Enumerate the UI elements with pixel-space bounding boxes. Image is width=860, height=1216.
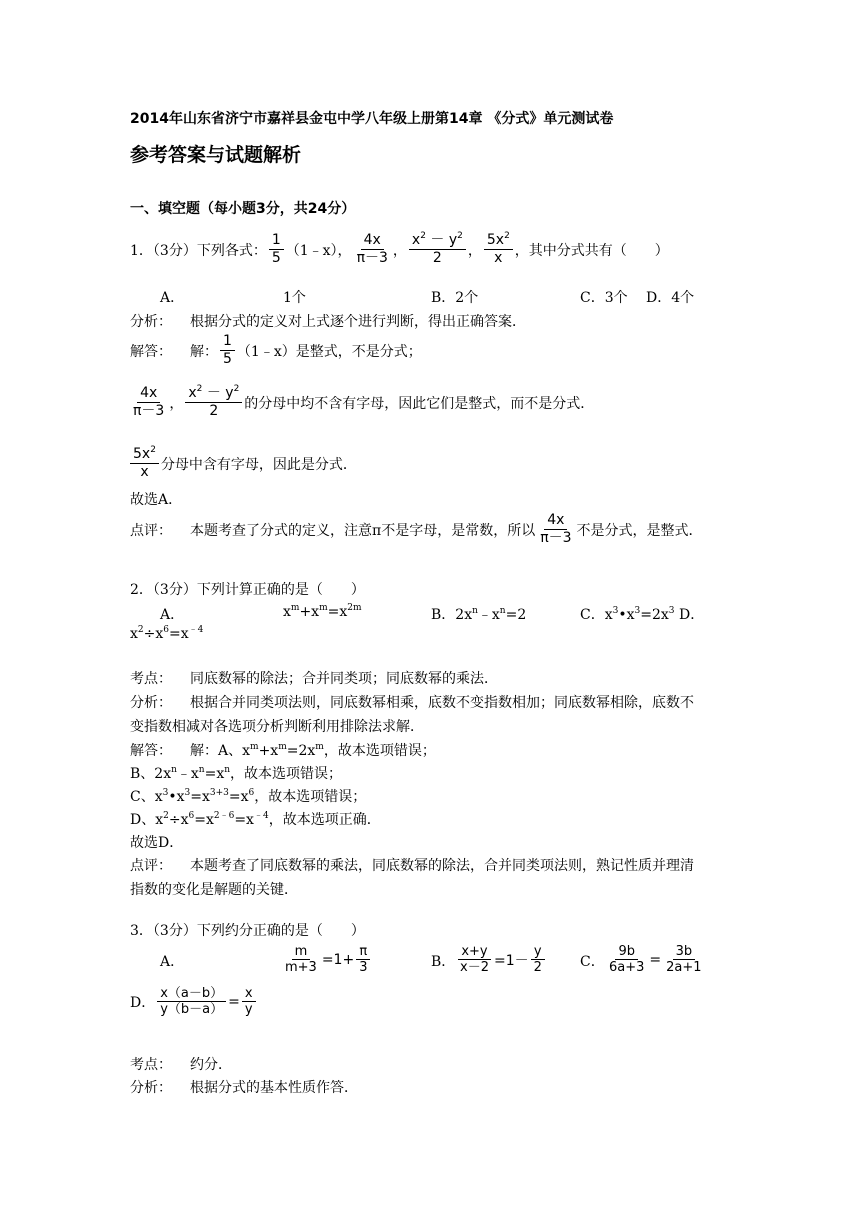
q1-fraction-3 bbox=[409, 232, 466, 267]
q2-choice: 故选D． bbox=[130, 835, 184, 851]
exponent: 3 bbox=[612, 606, 619, 616]
q2-analysis-1: 根据合并同类项法则，同底数幂相乘，底数不变指数相加；同底数幂相除，底数不 bbox=[190, 695, 694, 711]
q2-answer-b bbox=[130, 763, 342, 783]
q2-comment-1: 本题考查了同底数幂的乘法，同底数幂的除法，合并同类项法则，熟记性质并理清 bbox=[190, 858, 694, 874]
exponent: 2﹣6 bbox=[213, 811, 235, 821]
term: •x bbox=[168, 789, 185, 805]
exponent: n bbox=[224, 765, 231, 775]
term: =x bbox=[194, 812, 214, 828]
q1-choice: 故选A． bbox=[130, 492, 183, 508]
term: =2 bbox=[505, 607, 527, 623]
q3-option-d-fraction-2 bbox=[242, 986, 256, 1017]
term: +x bbox=[299, 604, 320, 620]
term: － y bbox=[425, 232, 458, 248]
term: =x bbox=[169, 626, 189, 642]
q1-stem: 1．（3分）下列各式： $\frac{1}{5}$ （1﹣x）， $\frac{4x}{\pi-3}$ ， $\frac{x^2 - y^2}{2}$ ， $\frac{5x^2}{x}$ ，其中分式共有（ ） bbox=[130, 231, 669, 266]
exponent: ﹣4 bbox=[253, 811, 269, 821]
q1-stem-suffix: ，其中分式共有（ ） bbox=[514, 242, 669, 259]
numerator: 4x bbox=[361, 232, 384, 250]
q3-option-b bbox=[455, 944, 547, 975]
term: =2x bbox=[640, 607, 669, 623]
q3-option-d bbox=[130, 986, 258, 1017]
denominator: m+3 bbox=[285, 960, 317, 975]
q1-comment-label: 点评： bbox=[130, 522, 172, 539]
q3-option-c-fraction-2 bbox=[663, 944, 704, 975]
q3-option-b-fraction-2 bbox=[531, 944, 545, 975]
q1-answer-fraction-3 bbox=[185, 385, 242, 420]
q3-analysis-label: 分析： bbox=[130, 1080, 172, 1096]
q3-option-c-fraction bbox=[606, 944, 647, 975]
exponent: 2 bbox=[163, 811, 169, 821]
denominator: 2 bbox=[209, 403, 219, 419]
q3-point-label: 考点： bbox=[130, 1057, 172, 1073]
q1-option-a-label: A． bbox=[160, 290, 185, 306]
term: x bbox=[130, 626, 138, 642]
exponent: m bbox=[315, 742, 324, 752]
q2-comment-label: 点评： bbox=[130, 858, 172, 874]
q3-option-a-equals: =1+ bbox=[321, 951, 355, 968]
numerator: 4x bbox=[544, 512, 567, 530]
q1-fraction-4 bbox=[484, 232, 513, 267]
exponent: m bbox=[278, 742, 287, 752]
q1-answer-line3-tail: 分母中含有字母，因此是分式． bbox=[160, 456, 357, 473]
term: x bbox=[283, 604, 291, 620]
exponent: 2 bbox=[150, 445, 156, 455]
numerator bbox=[130, 446, 159, 464]
numerator: 9b bbox=[615, 944, 638, 960]
numerator: 3b bbox=[673, 944, 696, 960]
q1-option-d: D．4个 bbox=[646, 290, 695, 306]
q1-answer-tail: （1﹣x）是整式，不是分式； bbox=[236, 343, 422, 360]
denominator: π－3 bbox=[540, 530, 572, 546]
numerator: x bbox=[242, 986, 256, 1002]
base: 5x bbox=[133, 446, 151, 462]
denominator: y bbox=[244, 1002, 253, 1017]
denominator: 3 bbox=[359, 960, 368, 975]
term: •x bbox=[618, 607, 635, 623]
q3-stem: 3．（3分）下列约分正确的是（ ） bbox=[130, 923, 365, 939]
q1-answer-fraction-4 bbox=[130, 446, 159, 481]
q2-answer-c bbox=[130, 786, 366, 806]
exponent: 2 bbox=[457, 231, 463, 241]
numerator bbox=[409, 232, 466, 250]
numerator: π bbox=[356, 944, 370, 960]
denominator: y（b－a） bbox=[160, 1002, 224, 1017]
exponent: n bbox=[171, 765, 177, 775]
q2-option-d bbox=[130, 626, 203, 642]
q1-comment bbox=[130, 512, 703, 547]
q1-fraction-2 bbox=[354, 232, 391, 267]
q1-analysis-label: 分析： bbox=[130, 314, 172, 330]
q2-analysis-2: 变指数相减对各选项分析判断利用排除法求解． bbox=[130, 719, 424, 735]
q1-comment-tail: 不是分式，是整式． bbox=[576, 522, 703, 539]
q1-option-a: 1个 bbox=[283, 290, 306, 306]
exponent: 2 bbox=[196, 384, 203, 394]
exponent: 3 bbox=[634, 606, 641, 616]
q3-option-a-fraction-2 bbox=[356, 944, 370, 975]
q1-answer-line3 bbox=[130, 446, 357, 481]
denominator: 2 bbox=[432, 250, 442, 266]
exponent: 2 bbox=[137, 625, 144, 635]
exponent: 2 bbox=[233, 384, 240, 394]
denominator: x－2 bbox=[460, 960, 489, 975]
numerator: m bbox=[292, 944, 311, 960]
q2-point: 同底数幂的除法；合并同类项；同底数幂的乘法． bbox=[190, 671, 498, 687]
q1-answer-line1 bbox=[130, 333, 422, 368]
numerator bbox=[185, 385, 242, 403]
q2-option-d-label: D． bbox=[674, 607, 705, 623]
q1-stem-prefix: 1．（3分）下列各式： bbox=[130, 242, 267, 259]
term: 解：A、x bbox=[190, 743, 251, 759]
exponent: 6 bbox=[163, 625, 170, 635]
exponent: 3 bbox=[184, 788, 191, 798]
q1-answer-prefix: 解： bbox=[190, 343, 218, 360]
numerator: 1 bbox=[269, 232, 284, 250]
term: C、x bbox=[130, 789, 163, 805]
base: x bbox=[411, 232, 421, 248]
numerator: y bbox=[531, 944, 545, 960]
base: 5x bbox=[486, 232, 505, 248]
q3-option-c bbox=[604, 944, 707, 975]
term: =x bbox=[234, 812, 254, 828]
q3-option-a-fraction bbox=[282, 944, 320, 975]
q1-answer-fraction bbox=[220, 333, 235, 368]
exponent: 6 bbox=[188, 811, 195, 821]
exponent: ﹣4 bbox=[188, 625, 204, 635]
q3-option-d-fraction bbox=[157, 986, 226, 1017]
numerator: x（a－b） bbox=[157, 986, 226, 1002]
denominator: π－3 bbox=[133, 403, 165, 419]
q2-point-label: 考点： bbox=[130, 671, 172, 687]
term: C．x bbox=[580, 607, 613, 623]
q2-answer-d bbox=[130, 809, 381, 829]
q1-comment-text: 本题考查了分式的定义，注意π不是字母，是常数，所以 bbox=[190, 522, 536, 539]
exponent: 6 bbox=[248, 788, 255, 798]
q3-option-c-label: C． bbox=[580, 954, 605, 970]
q3-option-d-equals: = bbox=[228, 993, 240, 1010]
q3-option-b-label: B． bbox=[431, 954, 456, 970]
exponent: m bbox=[250, 742, 259, 752]
term: ﹣x bbox=[176, 766, 199, 782]
term: ，故本选项正确． bbox=[268, 812, 381, 828]
q2-analysis-label: 分析： bbox=[130, 695, 172, 711]
q3-option-a-label: A． bbox=[160, 954, 185, 970]
q2-option-a bbox=[283, 604, 362, 620]
term: B．2x bbox=[431, 607, 473, 623]
term: =2x bbox=[286, 743, 316, 759]
q3-option-b-equals: =1－ bbox=[493, 952, 529, 969]
denominator: x bbox=[140, 464, 149, 480]
q1-answer-line2: $\frac{4x}{\pi-3}$ ， $\frac{x^2 - y^2}{2}$ 的分母中均不含有字母，因此它们是整式，而不是分式． bbox=[130, 385, 594, 420]
q2-option-c bbox=[580, 604, 704, 624]
q3-point: 约分． bbox=[190, 1057, 232, 1073]
q2-option-a-label: A． bbox=[160, 607, 185, 623]
q1-answer-fraction-2 bbox=[130, 385, 167, 420]
term: ÷x bbox=[143, 626, 164, 642]
q1-analysis: 根据分式的定义对上式逐个进行判断，得出正确答案． bbox=[190, 314, 526, 330]
term: =x bbox=[190, 789, 210, 805]
term: =x bbox=[228, 789, 249, 805]
q1-answer-line2-tail: 的分母中均不含有字母，因此它们是整式，而不是分式． bbox=[244, 395, 595, 412]
q1-option-b: B．2个 bbox=[431, 290, 479, 306]
term: ，故本选项错误； bbox=[230, 766, 343, 782]
denominator: 2 bbox=[533, 960, 542, 975]
denominator: 2a+1 bbox=[666, 960, 702, 975]
q1-comment-fraction bbox=[537, 512, 574, 547]
term: B、2x bbox=[130, 766, 172, 782]
exponent: n bbox=[499, 606, 506, 616]
denominator: 5 bbox=[223, 351, 232, 367]
section-heading: 一、填空题（每小题3分，共24分） bbox=[130, 201, 356, 217]
exponent: m bbox=[319, 603, 328, 613]
document-title: 2014年山东省济宁市嘉祥县金屯中学八年级上册第14章 《分式》单元测试卷 bbox=[130, 111, 614, 127]
q1-option-c: C．3个 bbox=[580, 290, 628, 306]
exponent: 2m bbox=[347, 603, 362, 613]
exponent: 2 bbox=[504, 231, 510, 241]
q2-stem: 2．（3分）下列计算正确的是（ ） bbox=[130, 582, 365, 598]
denominator: 6a+3 bbox=[609, 960, 645, 975]
denominator: 5 bbox=[271, 250, 281, 266]
q2-answer-label: 解答： bbox=[130, 743, 172, 759]
term: － y bbox=[202, 385, 234, 401]
exponent: n bbox=[198, 765, 205, 775]
term: =x bbox=[204, 766, 225, 782]
term: ÷x bbox=[168, 812, 189, 828]
exponent: 2 bbox=[420, 231, 426, 241]
numerator: 1 bbox=[220, 333, 235, 351]
document-subtitle: 参考答案与试题解析 bbox=[130, 144, 302, 166]
q3-option-b-fraction bbox=[457, 944, 492, 975]
term: +x bbox=[258, 743, 279, 759]
exponent: 3 bbox=[162, 788, 169, 798]
q2-answer-a bbox=[190, 740, 436, 760]
q3-option-c-equals: = bbox=[649, 951, 662, 968]
denominator: x bbox=[494, 250, 503, 266]
q1-fraction-1 bbox=[269, 232, 284, 267]
numerator bbox=[484, 232, 513, 250]
term: D、x bbox=[130, 812, 164, 828]
term: ，故本选项错误； bbox=[323, 743, 436, 759]
numerator: 4x bbox=[137, 385, 160, 403]
term: =x bbox=[327, 604, 348, 620]
q3-option-a bbox=[280, 944, 372, 975]
term: ，故本选项错误； bbox=[254, 789, 367, 805]
q2-comment-2: 指数的变化是解题的关键． bbox=[130, 882, 298, 898]
q1-fraction-1-tail: （1﹣x）， bbox=[285, 242, 352, 259]
q1-answer-label: 解答： bbox=[130, 343, 172, 360]
q3-analysis: 根据分式的基本性质作答． bbox=[190, 1080, 358, 1096]
q2-option-b bbox=[431, 604, 526, 624]
term: ﹣x bbox=[477, 607, 500, 623]
numerator: x+y bbox=[458, 944, 490, 960]
denominator: π－3 bbox=[356, 250, 388, 266]
exponent: m bbox=[290, 603, 300, 613]
base: x bbox=[188, 385, 197, 401]
exponent: 3 bbox=[668, 606, 675, 616]
q3-option-d-label: D． bbox=[130, 994, 156, 1011]
exponent: n bbox=[472, 606, 478, 616]
exponent: 3+3 bbox=[209, 788, 229, 798]
